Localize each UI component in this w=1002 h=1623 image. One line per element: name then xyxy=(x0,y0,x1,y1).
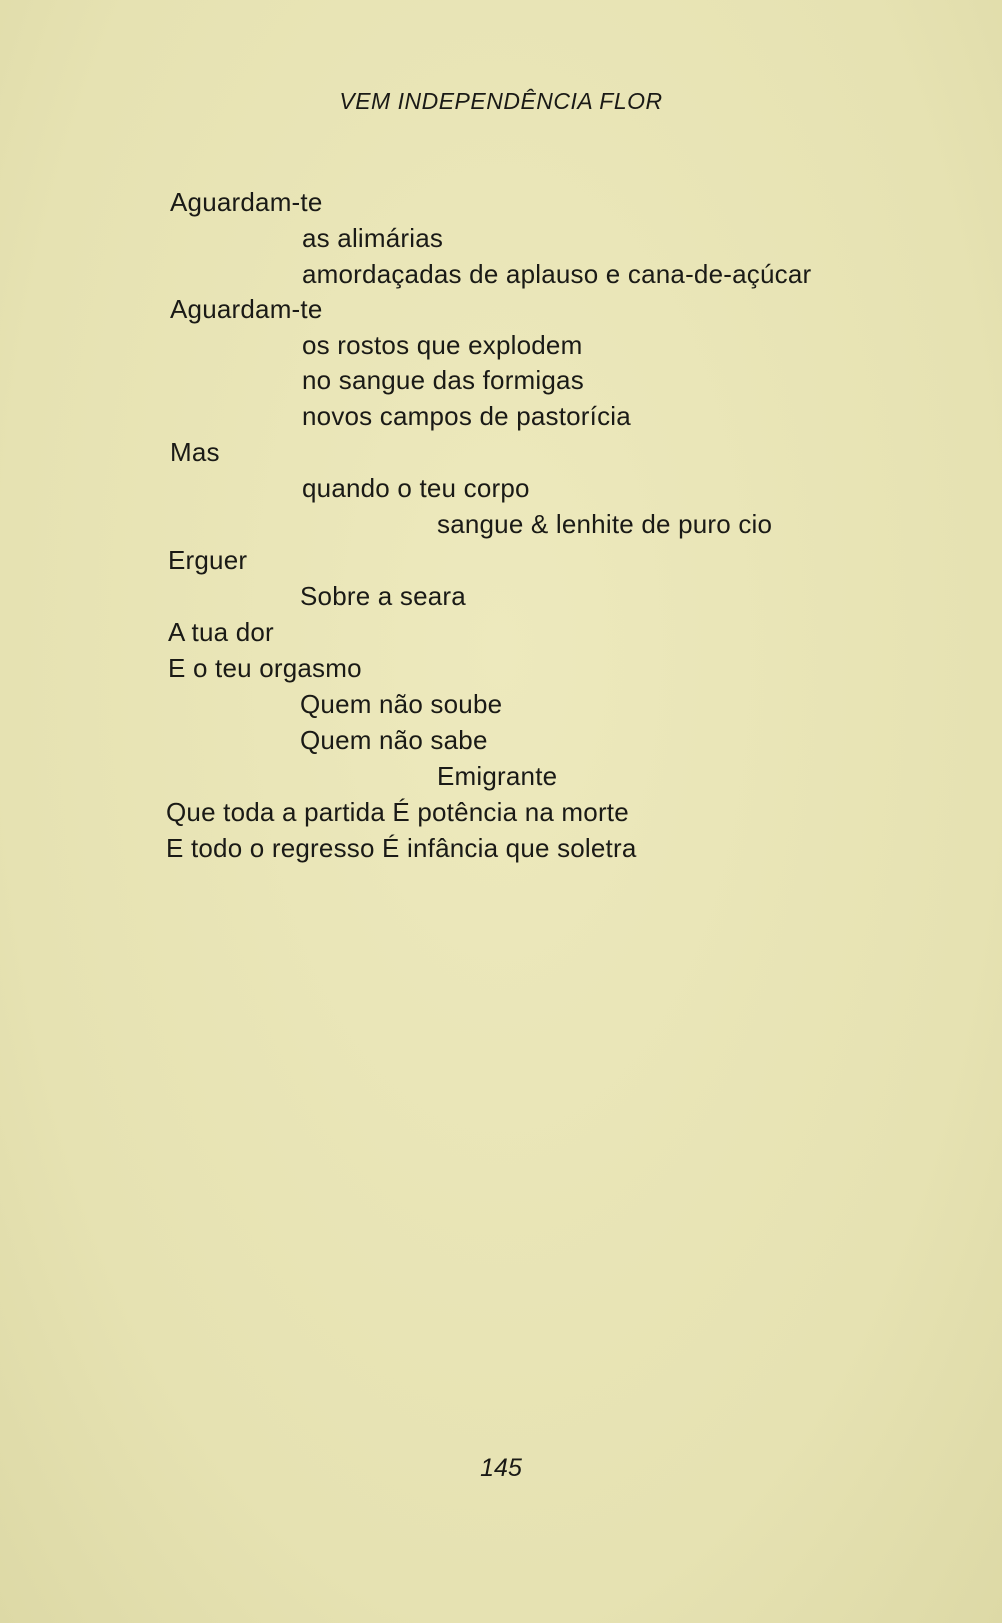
poem-line: Emigrante xyxy=(437,761,558,791)
poem-line: quando o teu corpo xyxy=(302,473,530,503)
running-title: VEM INDEPENDÊNCIA FLOR xyxy=(339,88,663,114)
poem-line: E o teu orgasmo xyxy=(168,653,362,683)
poem-line: Erguer xyxy=(168,545,248,575)
poem-line: novos campos de pastorícia xyxy=(302,401,631,431)
poem-line: Aguardam-te xyxy=(170,294,323,324)
poem-line: A tua dor xyxy=(168,617,274,647)
poem-line: Aguardam-te xyxy=(170,187,323,217)
poem-line: Quem não sabe xyxy=(300,725,488,755)
poem-line: os rostos que explodem xyxy=(302,330,583,360)
poem-line: amordaçadas de aplauso e cana-de-açúcar xyxy=(302,259,812,289)
page-number: 145 xyxy=(480,1454,522,1482)
poem-line: no sangue das formigas xyxy=(302,365,584,395)
poem-line: Sobre a seara xyxy=(300,581,466,611)
poem-line: Quem não soube xyxy=(300,689,503,719)
poem-line: E todo o regresso É infância que soletra xyxy=(166,833,637,863)
poem-line: Que toda a partida É potência na morte xyxy=(166,797,629,827)
poem-line: as alimárias xyxy=(302,223,444,253)
poem-line: Mas xyxy=(170,437,220,467)
poem-line: sangue & lenhite de puro cio xyxy=(437,509,773,539)
